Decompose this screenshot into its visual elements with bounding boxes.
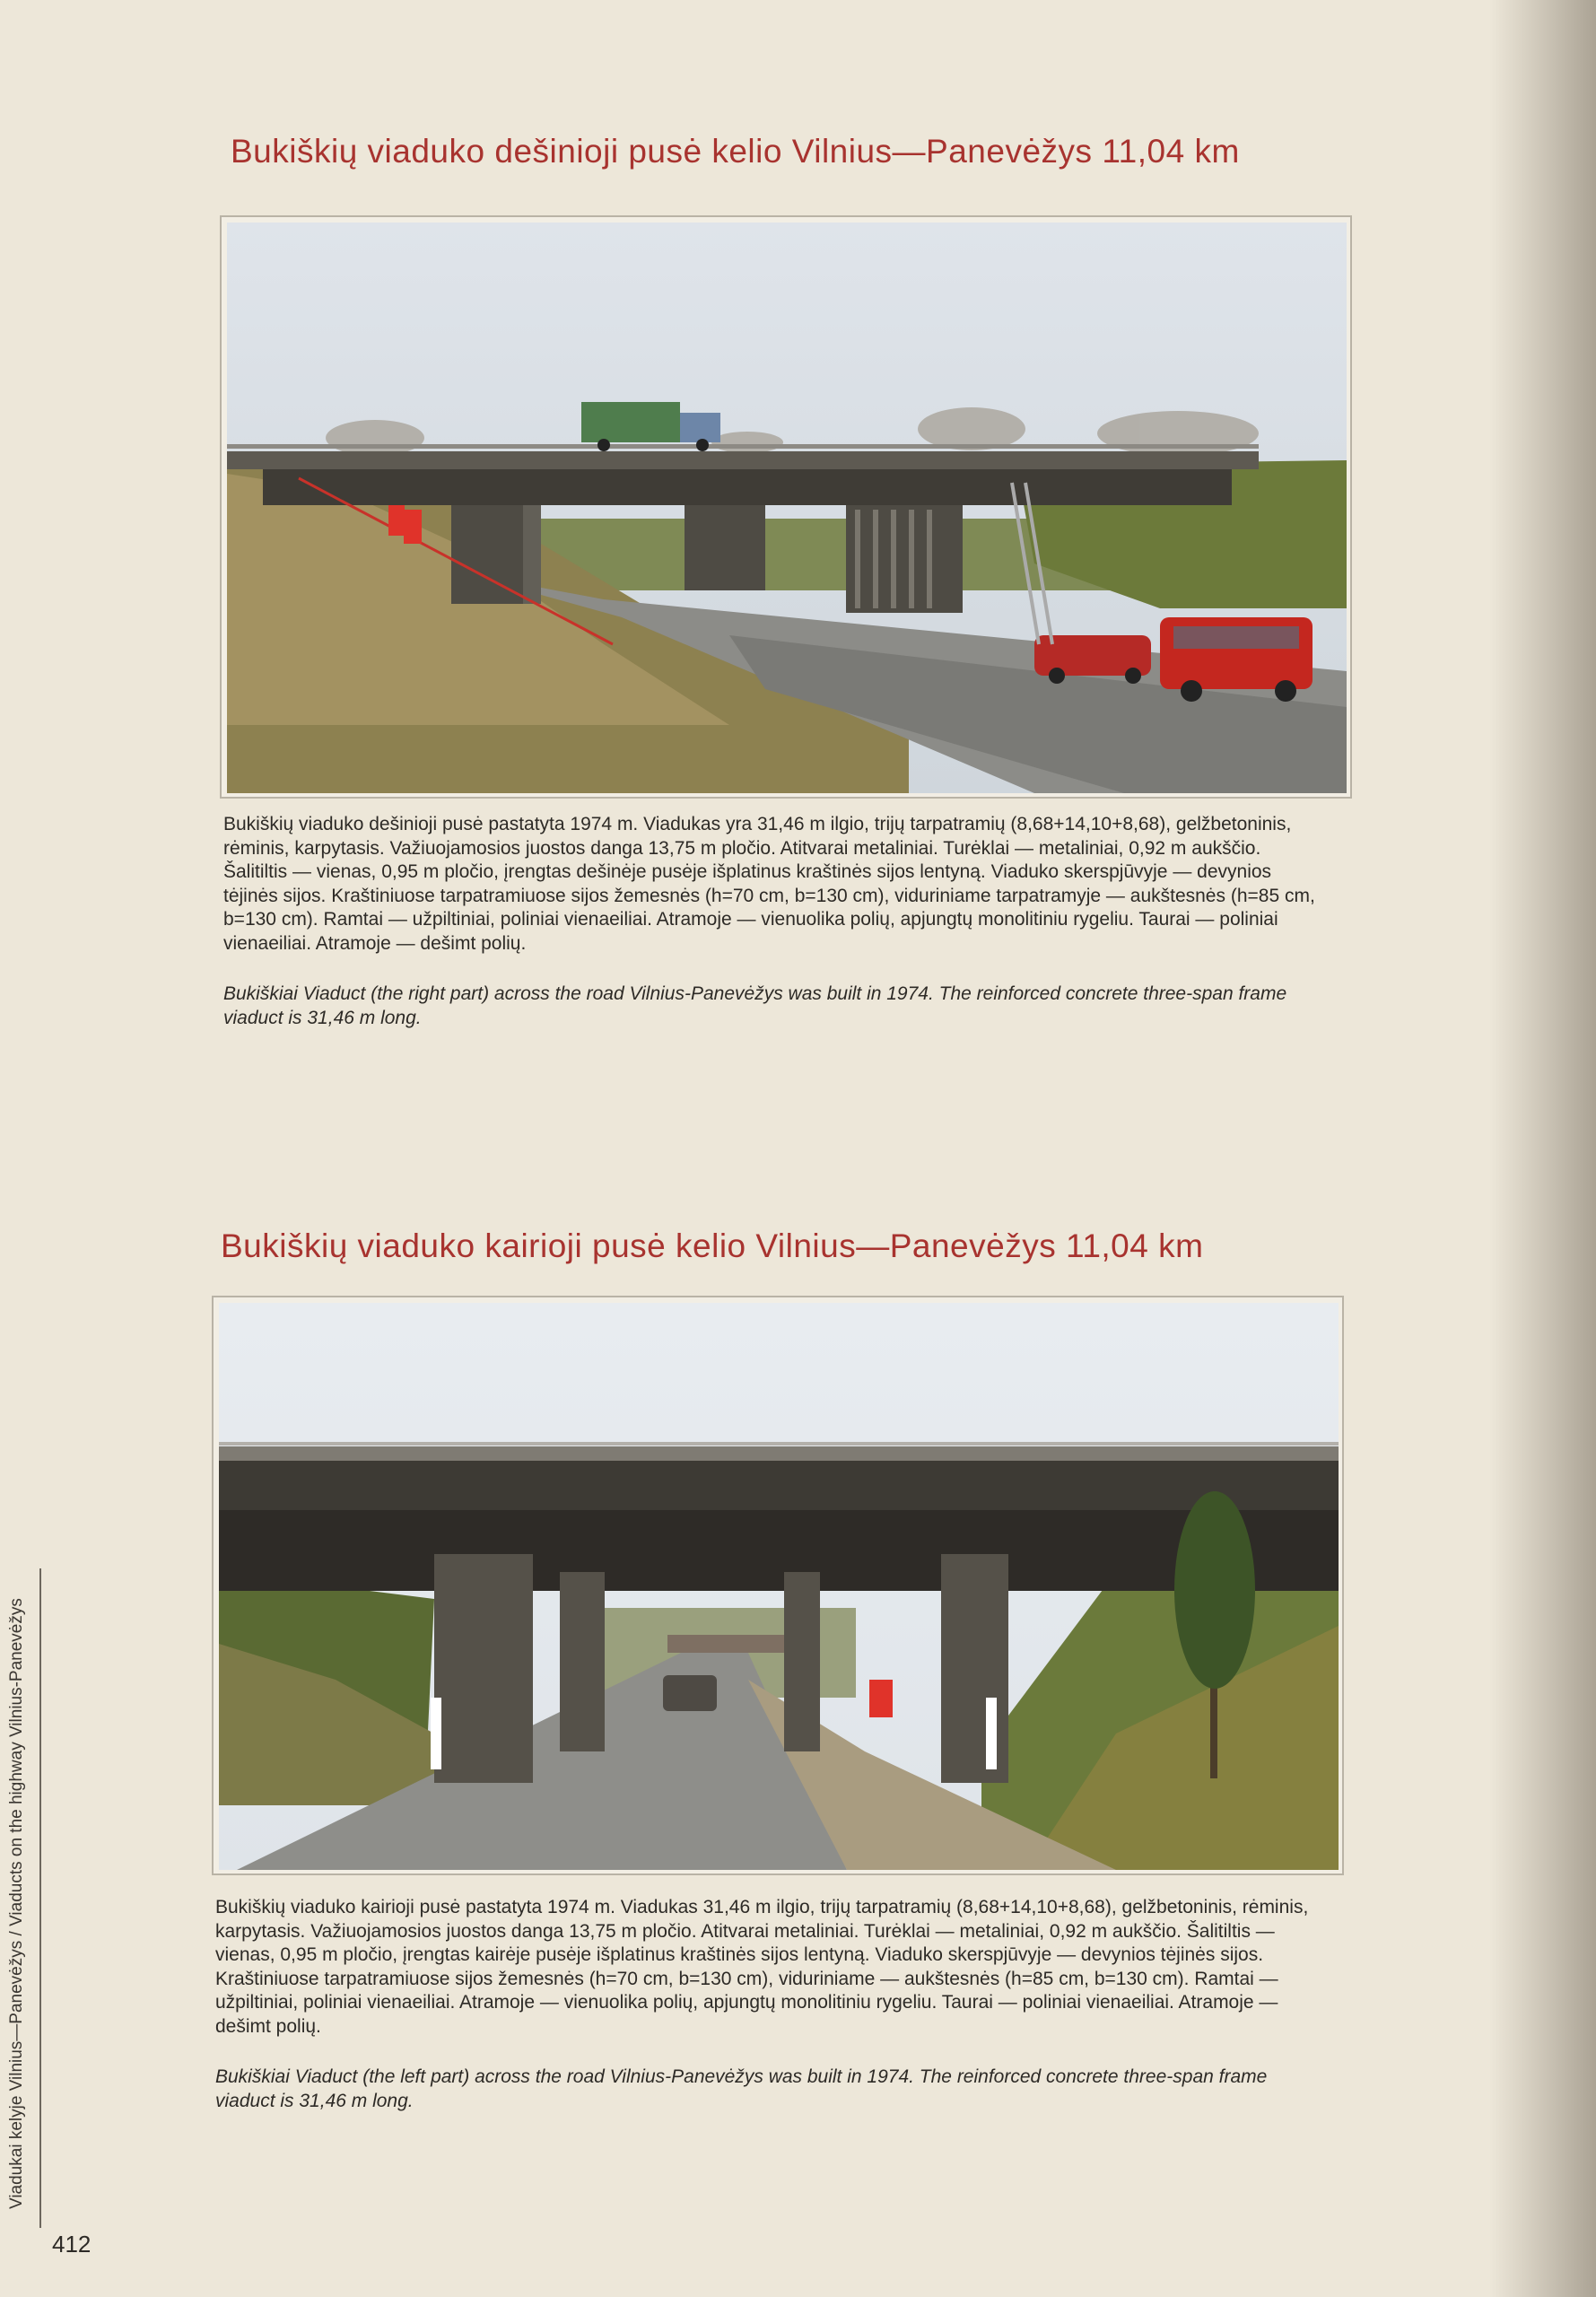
running-side-label: Viadukai kelyje Vilnius—Panevėžys / Viaducts on the highway Vilnius-Panevėžys xyxy=(7,1598,26,2209)
viaduct-left-illustration xyxy=(219,1303,1339,1870)
viaduct-right-photo xyxy=(220,215,1352,799)
section-1-caption xyxy=(223,813,1327,1030)
section-1-caption-en: Bukiškiai Viaduct (the right part) across the road Vilnius-Panevėžys was built in 1974. The reinforced concrete three-span frame viaduct is 31,46 m long. xyxy=(223,983,1287,1028)
viaduct-left-photo xyxy=(212,1296,1344,1875)
section-2-caption xyxy=(215,1896,1319,2113)
page-number: 412 xyxy=(52,2231,92,2258)
section-1-caption-lt: Bukiškių viaduko dešinioji pusė pastatyta 1974 m. Viadukas yra 31,46 m ilgio, trijų tarpatramių (8,68+14,10+8,68), gelžbetoninis, rėminis, karpytasis. Važiuojamosios juostos danga 13,75 m pločio. Atitvarai metaliniai. Turėklai — metaliniai, 0,92 m aukščio. Šalitiltis — vienas, 0,95 m pločio, įrengtas dešinėje pusėje išplatinus kraštinės sijos lentyną. Viaduko skerspjūvyje — devynios tėjinės sijos. Kraštiniuose tarpatramiuose sijos žemesnės (h=70 cm, b=130 cm), viduriniame tarpatramyje — aukštesnės (h=85 cm, b=130 cm). Ramtai — užpiltiniai, poliniai vienaeiliai. Atramoje — vienuolika polių, apjungtų monolitiniu rygeliu. Taurai — poliniai vienaeiliai. Atramoje — dešimt polių. xyxy=(223,814,1315,954)
section-1-heading: Bukiškių viaduko dešinioji pusė kelio Vilnius—Panevėžys 11,04 km xyxy=(231,133,1240,170)
section-2-heading: Bukiškių viaduko kairioji pusė kelio Vilnius—Panevėžys 11,04 km xyxy=(221,1227,1204,1264)
section-2-caption-en: Bukiškiai Viaduct (the left part) across the road Vilnius-Panevėžys was built in 1974. The reinforced concrete three-span frame viaduct is 31,46 m long. xyxy=(215,2066,1268,2111)
section-2-caption-lt: Bukiškių viaduko kairioji pusė pastatyta 1974 m. Viadukas 31,46 m ilgio, trijų tarpatramių (8,68+14,10+8,68), gelžbetoninis, rėminis, karpytasis. Važiuojamosios juostos danga 13,75 m pločio. Atitvarai metaliniai. Turėklai — metaliniai, 0,92 m aukščio. Šalitiltis — vienas, 0,95 m pločio, įrengtas kairėje pusėje išplatinus kraštinės sijos lentyną. Viaduko skerspjūvyje — devynios tėjinės sijos. Kraštiniuose tarpatramiuose sijos žemesnės (h=70 cm, b=130 cm), viduriniame — aukštesnės (h=85 cm, b=130 cm). Ramtai — užpiltiniai, poliniai vienaeiliai. Atramoje — vienuolika polių, apjungtų monolitiniu rygeliu. Taurai — poliniai vienaeiliai. Atramoje — dešimt polių. xyxy=(215,1897,1309,2037)
viaduct-right-illustration xyxy=(227,223,1347,793)
side-divider xyxy=(39,1568,41,2228)
